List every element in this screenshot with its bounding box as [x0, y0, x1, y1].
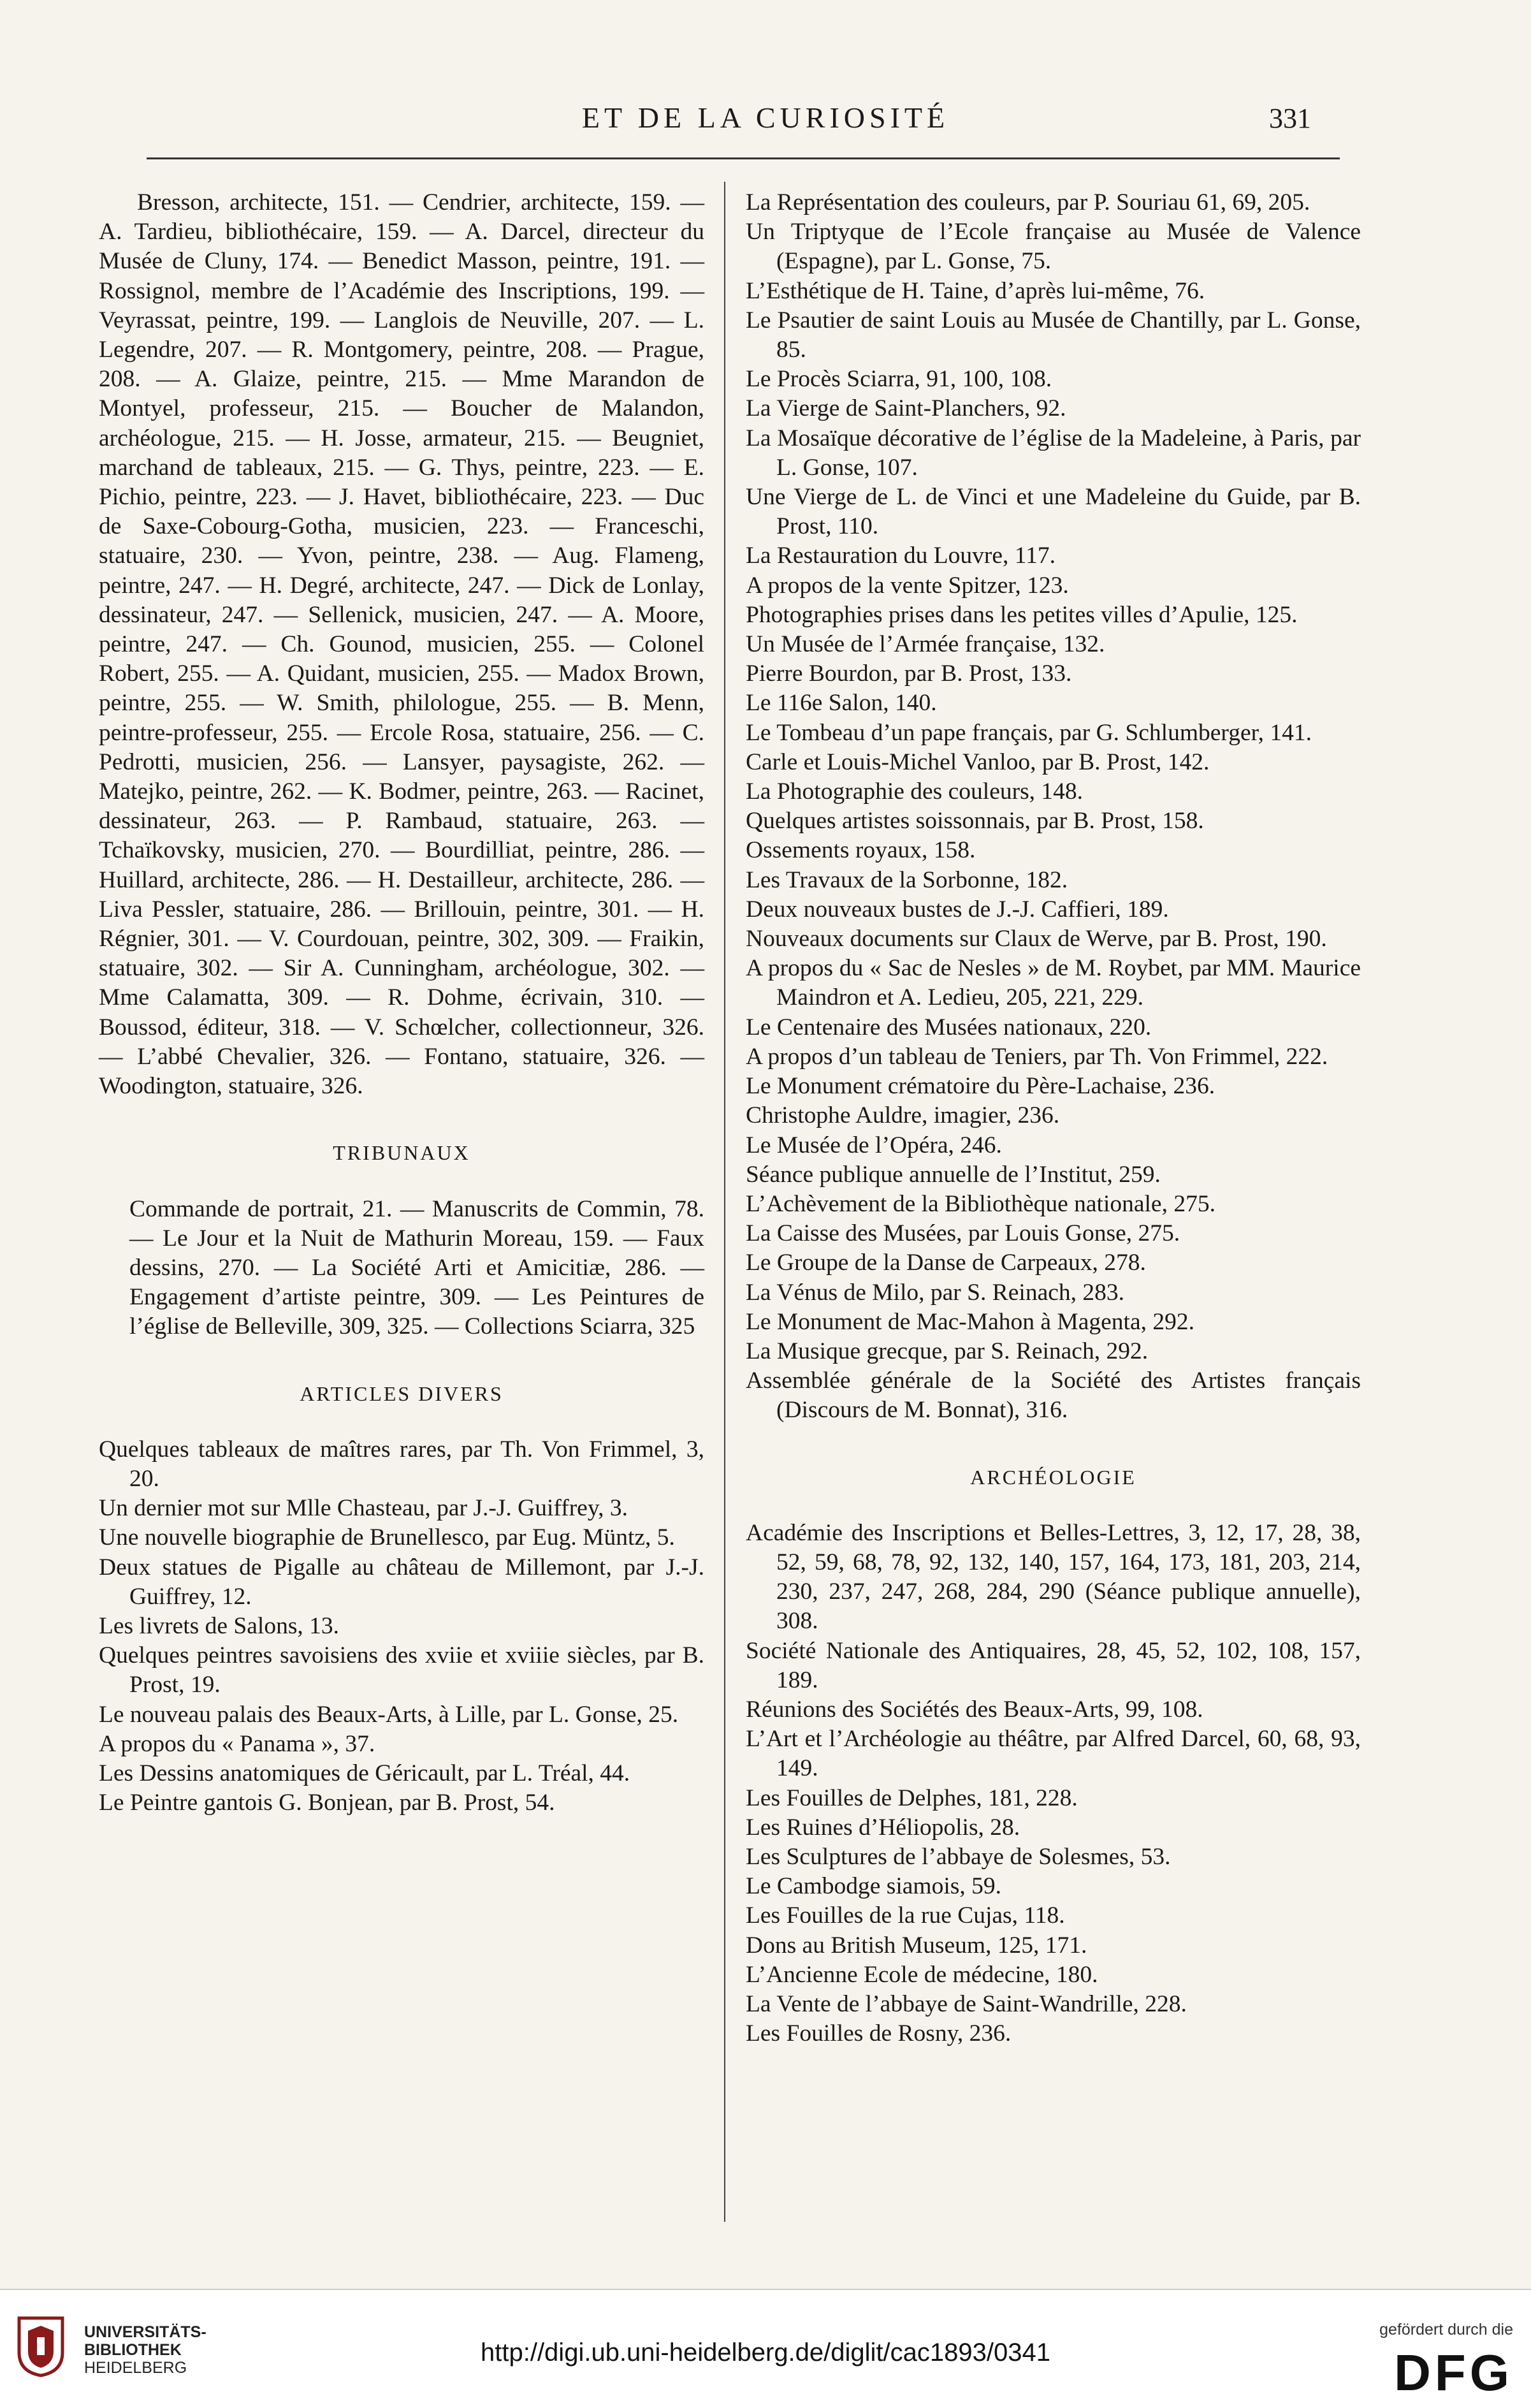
funding-label: gefördert durch die [1379, 2321, 1513, 2339]
list-item: Séance publique annuelle de l’Institut, 259. [746, 1161, 1161, 1188]
list-item: Christophe Auldre, imagier, 236. [746, 1102, 1060, 1129]
list-item: Un dernier mot sur Mlle Chasteau, par J.-J. Guiffrey, 3. [99, 1495, 628, 1522]
list-item: La Vénus de Milo, par S. Reinach, 283. [746, 1279, 1124, 1306]
dfg-logo: DFG [1394, 2344, 1513, 2401]
list-item: Le Musée de l’Opéra, 246. [746, 1132, 1002, 1158]
section-heading-articles-divers: ARTICLES DIVERS [300, 1382, 504, 1405]
list-item: La Vente de l’abbaye de Saint-Wandrille, 228. [746, 1990, 1187, 2017]
list-item: Carle et Louis-Michel Vanloo, par B. Prost, 142. [746, 748, 1210, 775]
list-item: La Mosaïque décorative de l’église de la Madeleine, à Paris, par L. Gonse, 107. [746, 425, 1361, 481]
list-item: Les livrets de Salons, 13. [99, 1612, 340, 1639]
section-heading-archeologie: ARCHÉOLOGIE [970, 1465, 1136, 1489]
list-item: Le nouveau palais des Beaux-Arts, à Lille, par L. Gonse, 25. [99, 1701, 679, 1728]
list-item: Quelques artistes soissonnais, par B. Prost, 158. [746, 808, 1204, 835]
list-item: Le Tombeau d’un pape français, par G. Schlumberger, 141. [746, 719, 1312, 746]
list-item: Le 116e Salon, 140. [746, 690, 937, 717]
list-item: Les Fouilles de Delphes, 181, 228. [746, 1784, 1078, 1811]
permalink-url[interactable]: http://digi.ub.uni-heidelberg.de/diglit/cac1893/0341 [481, 2339, 1050, 2367]
list-item: Les Dessins anatomiques de Géricault, par L. Tréal, 44. [99, 1760, 630, 1786]
list-item: Un Musée de l’Armée française, 132. [746, 631, 1105, 658]
list-item: Les Ruines d’Héliopolis, 28. [746, 1814, 1020, 1841]
list-item: Le Centenaire des Musées nationaux, 220. [746, 1014, 1152, 1040]
archeologie-list [746, 1519, 1361, 2049]
running-title: ET DE LA CURIOSITÉ [581, 101, 950, 134]
articles-continued-list [746, 188, 1361, 1426]
list-item: Réunions des Sociétés des Beaux-Arts, 99, 108. [746, 1696, 1203, 1723]
list-item: Une nouvelle biographie de Brunellesco, par Eug. Müntz, 5. [99, 1524, 675, 1551]
list-item: Académie des Inscriptions et Belles-Lettres, 3, 12, 17, 28, 38, 52, 59, 68, 78, 92, 132, 140, 157, 164, 173, 181, 203, 214, 230, 237, 247, 268, 284, 290 (Séance publique annuelle), 308. [746, 1519, 1361, 1635]
list-item: Le Monument crématoire du Père-Lachaise, 236. [746, 1073, 1215, 1100]
list-item: Ossements royaux, 158. [746, 837, 976, 864]
running-head [0, 96, 1531, 147]
list-item: La Représentation des couleurs, par P. Souriau 61, 69, 205. [746, 189, 1310, 215]
list-item: La Musique grecque, par S. Reinach, 292. [746, 1338, 1149, 1364]
list-item: Assemblée générale de la Société des Artistes français (Discours de M. Bonnat), 316. [746, 1368, 1361, 1424]
list-item: L’Art et l’Archéologie au théâtre, par Alfred Darcel, 60, 68, 93, 149. [746, 1726, 1361, 1782]
list-item: L’Achèvement de la Bibliothèque nationale, 275. [746, 1190, 1215, 1217]
list-item: Deux nouveaux bustes de J.-J. Caffieri, 189. [746, 896, 1169, 923]
list-item: Le Monument de Mac-Mahon à Magenta, 292. [746, 1308, 1194, 1335]
list-item: La Restauration du Louvre, 117. [746, 543, 1056, 569]
list-item: Le Psautier de saint Louis au Musée de Chantilly, par L. Gonse, 85. [746, 307, 1361, 363]
list-item: Société Nationale des Antiquaires, 28, 45, 52, 102, 108, 157, 189. [746, 1637, 1361, 1693]
list-item: Nouveaux documents sur Claux de Werve, par B. Prost, 190. [746, 926, 1327, 952]
list-item: La Caisse des Musées, par Louis Gonse, 275. [746, 1220, 1180, 1247]
list-item: A propos de la vente Spitzer, 123. [746, 572, 1069, 599]
list-item: A propos du « Sac de Nesles » de M. Roybet, par MM. Maurice Maindron et A. Ledieu, 205, 221, 229. [746, 955, 1361, 1011]
left-column [99, 188, 704, 1818]
list-item: Une Vierge de L. de Vinci et une Madeleine du Guide, par B. Prost, 110. [746, 484, 1361, 540]
list-item: Le Groupe de la Danse de Carpeaux, 278. [746, 1250, 1146, 1276]
list-item: A propos d’un tableau de Teniers, par Th. Von Frimmel, 222. [746, 1043, 1328, 1070]
library-name-line: HEIDELBERG [84, 2359, 187, 2377]
list-item: Le Procès Sciarra, 91, 100, 108. [746, 366, 1052, 393]
list-item: La Photographie des couleurs, 148. [746, 778, 1084, 805]
list-item: Les Travaux de la Sorbonne, 182. [746, 866, 1068, 893]
list-item: Un Triptyque de l’Ecole française au Musée de Valence (Espagne), par L. Gonse, 75. [746, 219, 1361, 275]
column-divider [724, 182, 725, 2222]
list-item: Quelques peintres savoisiens des xviie et xviiie siècles, par B. Prost, 19. [99, 1642, 704, 1698]
articles-divers-list [99, 1435, 704, 1818]
list-item: Deux statues de Pigalle au château de Millemont, par J.-J. Guiffrey, 12. [99, 1554, 704, 1610]
header-rule [147, 157, 1340, 159]
list-item: Le Peintre gantois G. Bonjean, par B. Prost, 54. [99, 1790, 555, 1816]
section-heading-tribunaux: TRIBUNAUX [333, 1141, 470, 1165]
list-item: Pierre Bourdon, par B. Prost, 133. [746, 660, 1072, 687]
list-item: Dons au British Museum, 125, 171. [746, 1932, 1087, 1959]
list-item: Les Sculptures de l’abbaye de Solesmes, 53. [746, 1843, 1171, 1870]
list-item: A propos du « Panama », 37. [99, 1730, 375, 1757]
page-number: 331 [1269, 103, 1311, 134]
list-item: Photographies prises dans les petites villes d’Apulie, 125. [746, 601, 1298, 628]
list-item: Les Fouilles de Rosny, 236. [746, 2020, 1012, 2047]
viewer-footer [0, 2289, 1531, 2408]
obituary-names-paragraph: Bresson, architecte, 151. — Cendrier, architecte, 159. — A. Tardieu, bibliothécaire, 159. — A. Darcel, directeur du Musée de Cluny, 174. — Benedict Masson, peintre, 191. — Rossignol, membre de l’Académie des Inscriptions, 199. — Veyrassat, peintre, 199. — Langlois de Neuville, 207. — L. Legendre, 207. — R. Montgomery, peintre, 208. — Prague, 208. — A. Glaize, peintre, 215. — Mme Marandon de Montyel, professeur, 215. — Boucher de Malandon, archéologue, 215. — H. Josse, armateur, 215. — Beugniet, marchand de tableaux, 215. — G. Thys, peintre, 223. — E. Pichio, peintre, 223. — J. Havet, bibliothécaire, 223. — Duc de Saxe-Cobourg-Gotha, musicien, 223. — Franceschi, statuaire, 230. — Yvon, peintre, 238. — Aug. Flameng, peintre, 247. — H. Degré, architecte, 247. — Dick de Lonlay, dessinateur, 247. — Sellenick, musicien, 247. — A. Moore, peintre, 247. — Ch. Gounod, musicien, 255. — Colonel Robert, 255. — A. Quidant, musicien, 255. — Madox Brown, peintre, 255. — W. Smith, philologue, 255. — B. Menn, peintre-professeur, 255. — Ercole Rosa, statuaire, 256. — C. Pedrotti, musicien, 256. — Lansyer, paysagiste, 262. — Matejko, peintre, 262. — K. Bodmer, peintre, 263. — Racinet, dessinateur, 263. — P. Rambaud, statuaire, 263. — Tchaïkovsky, musicien, 270. — Bourdilliat, peintre, 286. — Huillard, architecte, 286. — H. Destailleur, architecte, 286. — Liva Pessler, statuaire, 286. — Brillouin, peintre, 301. — H. Régnier, 301. — V. Courdouan, peintre, 302, 309. — Fraikin, statuaire, 302. — Sir A. Cunningham, archéologue, 302. — Mme Calamatta, 309. — R. Dohme, écrivain, 310. — Boussod, éditeur, 318. — V. Schœlcher, collectionneur, 326. — L’abbé Chevalier, 326. — Fontano, statuaire, 326. — Woodington, statuaire, 326. [99, 189, 704, 1100]
list-item: La Vierge de Saint-Planchers, 92. [746, 395, 1066, 422]
list-item: Les Fouilles de la rue Cujas, 118. [746, 1902, 1065, 1929]
right-column [746, 188, 1361, 2048]
list-item: Quelques tableaux de maîtres rares, par Th. Von Frimmel, 3, 20. [99, 1436, 704, 1492]
list-item: Le Cambodge siamois, 59. [746, 1873, 1001, 1900]
list-item: L’Esthétique de H. Taine, d’après lui-même, 76. [746, 277, 1205, 304]
library-name-line: UNIVERSITÄTS- [84, 2323, 207, 2341]
library-name-line: BIBLIOTHEK [84, 2341, 182, 2359]
tribunaux-paragraph: Commande de portrait, 21. — Manuscrits de Commin, 78. — Le Jour et la Nuit de Mathurin Moreau, 159. — Faux dessins, 270. — La Société Arti et Amicitiæ, 286. — Engagement d’artiste peintre, 309. — Les Peintures de l’église de Belleville, 309, 325. — Collections Sciarra, 325 [129, 1195, 704, 1340]
list-item: L’Ancienne Ecole de médecine, 180. [746, 1961, 1098, 1988]
